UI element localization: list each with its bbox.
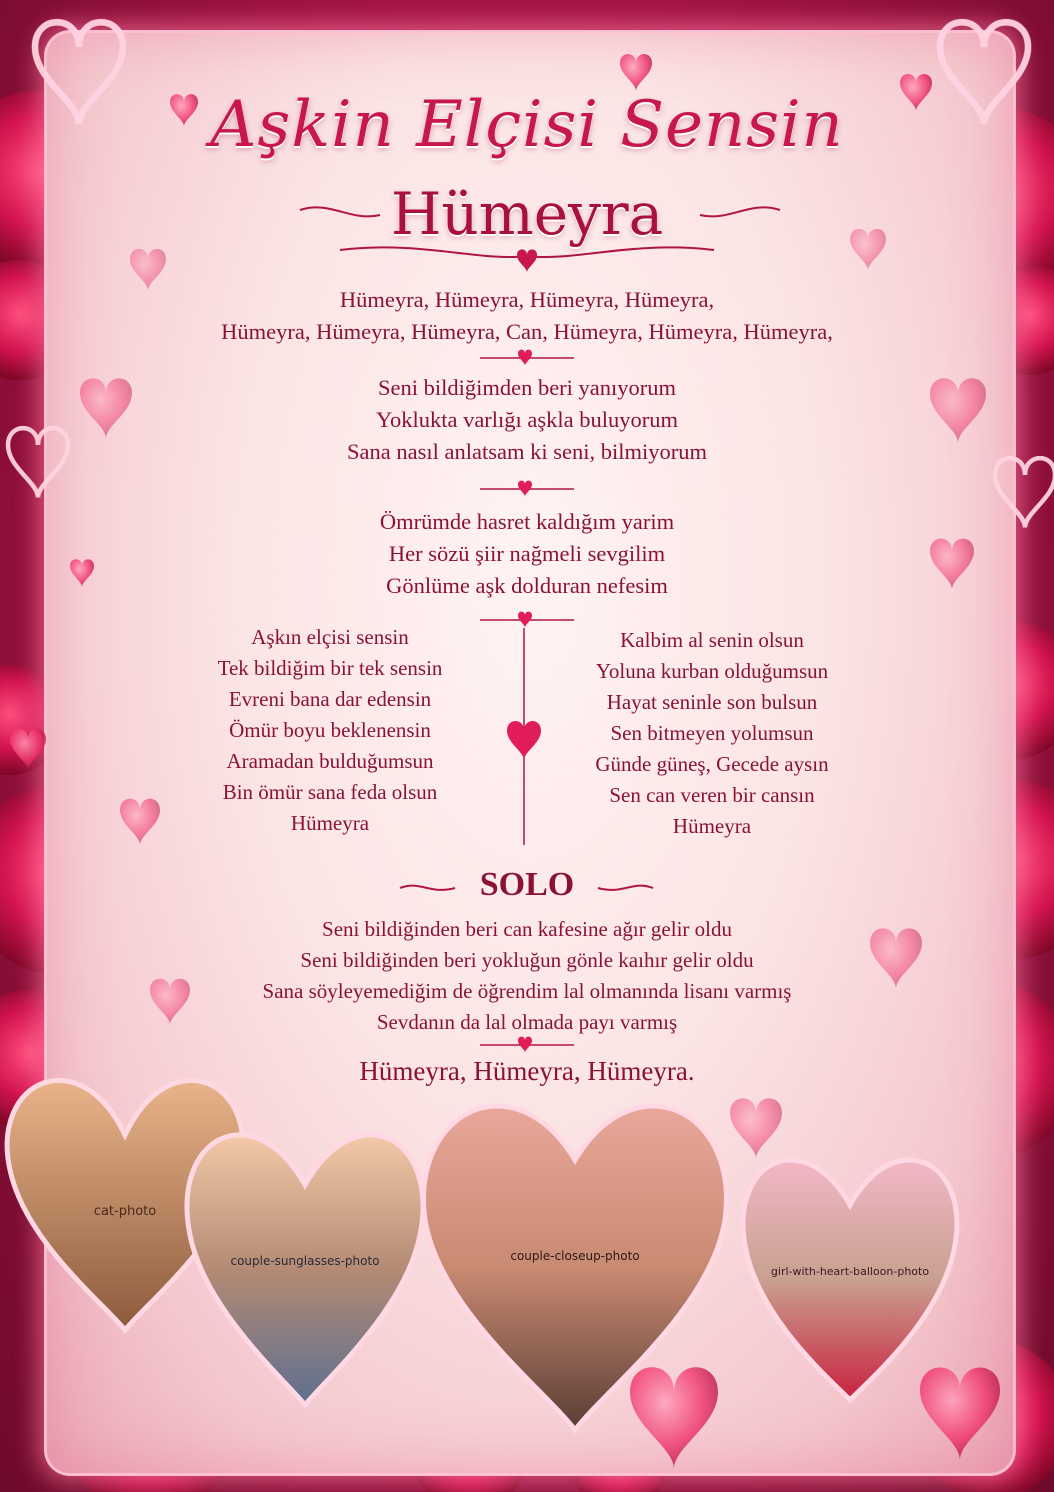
column-line: Hümeyra [672, 814, 752, 838]
cat-photo: cat-photo [93, 1204, 157, 1219]
column-line: Evreni bana dar edensin [228, 687, 432, 711]
photo-frame-couple-1 [187, 1135, 423, 1405]
closing-line: Hümeyra, Hümeyra, Hümeyra. [359, 1056, 695, 1086]
verse-line: Gönlüme aşk dolduran nefesim [386, 573, 668, 598]
column-line: Tek bildiğim bir tek sensin [217, 656, 443, 680]
intro-line: Hümeyra, Hümeyra, Hümeyra, Hümeyra, [339, 287, 715, 312]
page-subtitle: Hümeyra [390, 180, 664, 248]
verse-line: Ömrümde hasret kaldığım yarim [379, 509, 675, 534]
verse-line: Her sözü şiir nağmeli sevgilim [388, 541, 666, 566]
photo-frame-girl [743, 1160, 957, 1400]
solo-line: Sevdanın da lal olmada payı varmış [376, 1010, 678, 1034]
verse-line: Yoklukta varlığı aşkla buluyorum [375, 407, 679, 432]
column-line: Aşkın elçisi sensin [251, 625, 409, 649]
column-line: Sen bitmeyen yolumsun [610, 721, 814, 745]
solo-heading: SOLO [479, 866, 575, 903]
solo-line: Sana söyleyemediğim de öğrendim lal olmanında lisanı varmış [262, 979, 792, 1003]
column-line: Hümeyra [290, 811, 370, 835]
column-line: Günde güneş, Gecede aysın [595, 752, 829, 776]
column-line: Bin ömür sana feda olsun [222, 780, 438, 804]
column-line: Sen can veren bir cansın [609, 783, 815, 807]
page-title: Aşkin Elçisi Sensin [210, 88, 844, 162]
intro-line: Hümeyra, Hümeyra, Hümeyra, Can, Hümeyra, Hümeyra, Hümeyra, [221, 319, 833, 344]
photo-frame-couple-2 [424, 1106, 727, 1430]
column-line: Kalbim al senin olsun [620, 628, 804, 652]
verse-line: Seni bildiğimden beri yanıyorum [377, 375, 677, 400]
solo-line: Seni bildiğinden beri can kafesine ağır gelir oldu [322, 917, 732, 941]
column-line: Ömür boyu beklenensin [229, 718, 431, 742]
column-line: Yoluna kurban olduğumsun [595, 659, 829, 683]
column-line: Aramadan bulduğumsun [226, 749, 434, 773]
column-line: Hayat seninle son bulsun [606, 690, 818, 714]
verse-line: Sana nasıl anlatsam ki seni, bilmiyorum [347, 439, 707, 464]
solo-line: Seni bildiğinden beri yokluğun gönle kaıhır gelir oldu [300, 948, 754, 972]
girl-photo: girl-with-heart-balloon-photo [770, 1265, 930, 1278]
couple-photo: couple-sunglasses-photo [230, 1254, 380, 1268]
couple-photo: couple-closeup-photo [510, 1249, 640, 1263]
